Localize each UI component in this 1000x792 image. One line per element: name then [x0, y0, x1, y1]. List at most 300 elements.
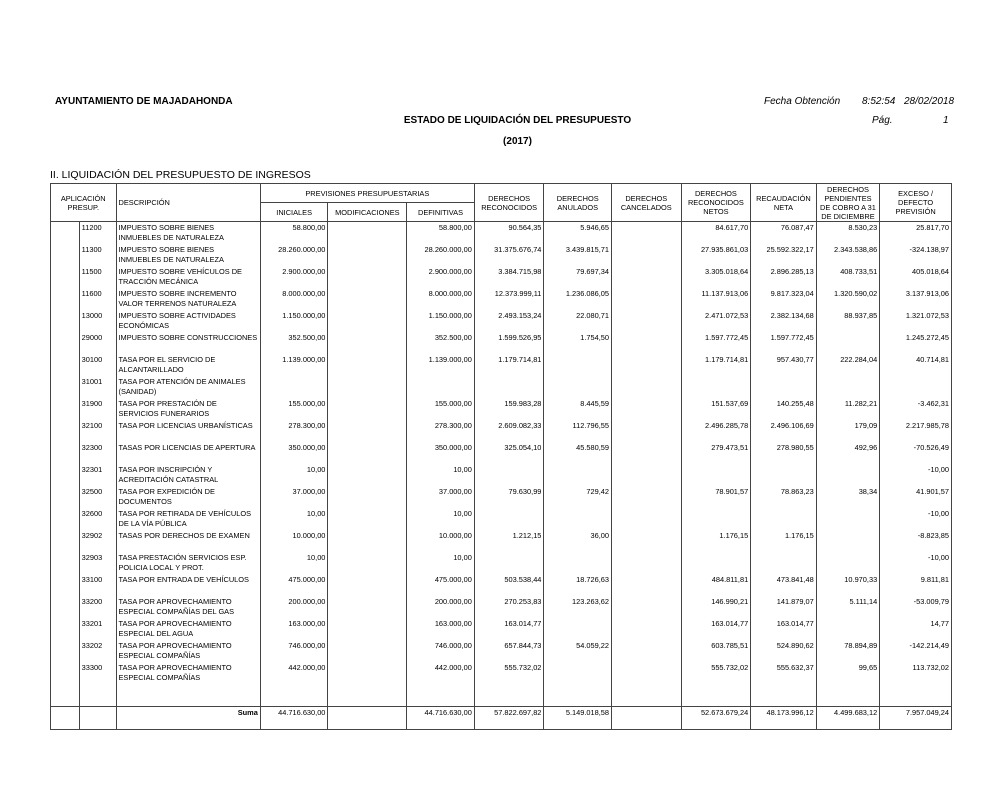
- row-blank: [51, 464, 80, 486]
- row-recaudacion: [751, 464, 817, 486]
- row-reconocidos: 1.212,15: [474, 530, 544, 552]
- row-cancelados: [611, 530, 681, 552]
- row-recaudacion: 140.255,48: [751, 398, 817, 420]
- header-recaudacion: RECAUDACIÓN NETA: [751, 184, 817, 222]
- row-code: 29000: [79, 332, 116, 354]
- spacer-row: [51, 684, 952, 707]
- header-reconocidos: DERECHOS RECONOCIDOS: [474, 184, 544, 222]
- table-row: [51, 442, 952, 464]
- row-definitivas: 278.300,00: [407, 420, 475, 442]
- row-exceso: 405.018,64: [880, 266, 952, 288]
- row-recaudacion: 2.496.106,69: [751, 420, 817, 442]
- row-definitivas: 37.000,00: [407, 486, 475, 508]
- row-recaudacion: 473.841,48: [751, 574, 817, 596]
- row-code: 33200: [79, 596, 116, 618]
- row-anulados: [544, 354, 612, 376]
- row-cancelados: [611, 486, 681, 508]
- row-blank: [51, 640, 80, 662]
- total-cell-empty: [79, 707, 116, 730]
- row-cancelados: [611, 288, 681, 310]
- table-row: [51, 222, 952, 245]
- row-cancelados: [611, 464, 681, 486]
- row-anulados: 1.236.086,05: [544, 288, 612, 310]
- row-cancelados: [611, 376, 681, 398]
- row-reconocidos: 657.844,73: [474, 640, 544, 662]
- report-time: 8:52:54: [862, 96, 896, 107]
- row-cancelados: [611, 398, 681, 420]
- row-cancelados: [611, 662, 681, 684]
- row-modificaciones: [328, 618, 407, 640]
- row-exceso: -142.214,49: [880, 640, 952, 662]
- row-netos: 1.176,15: [681, 530, 751, 552]
- row-code: 11600: [79, 288, 116, 310]
- row-netos: 555.732,02: [681, 662, 751, 684]
- row-iniciales: 278.300,00: [260, 420, 328, 442]
- report-title: ESTADO DE LIQUIDACIÓN DEL PRESUPUESTO: [403, 115, 632, 126]
- row-netos: [681, 464, 751, 486]
- row-recaudacion: 141.879,07: [751, 596, 817, 618]
- row-pendientes: 1.320.590,02: [816, 288, 879, 310]
- row-netos: 1.597.772,45: [681, 332, 751, 354]
- row-description: TASA POR APROVECHAMIENTO ESPECIAL DEL AGUA: [116, 618, 260, 640]
- row-code: 32903: [79, 552, 116, 574]
- header-netos: DERECHOS RECONOCIDOS NETOS: [681, 184, 751, 222]
- row-blank: [51, 354, 80, 376]
- row-description: TASA POR EL SERVICIO DE ALCANTARILLADO: [116, 354, 260, 376]
- header-definitivas: DEFINITIVAS: [407, 203, 475, 222]
- total-anulados: 5.149.018,58: [544, 707, 612, 730]
- budget-table: [50, 183, 952, 730]
- page-number: 1: [943, 115, 949, 126]
- row-blank: [51, 552, 80, 574]
- row-description: TASA POR ATENCIÓN DE ANIMALES (SANIDAD): [116, 376, 260, 398]
- row-code: 32301: [79, 464, 116, 486]
- row-definitivas: 475.000,00: [407, 574, 475, 596]
- row-anulados: 5.946,65: [544, 222, 612, 245]
- table-row: [51, 288, 952, 310]
- row-anulados: 36,00: [544, 530, 612, 552]
- row-cancelados: [611, 574, 681, 596]
- row-netos: 163.014,77: [681, 618, 751, 640]
- table-row: [51, 574, 952, 596]
- row-code: 33202: [79, 640, 116, 662]
- row-iniciales: 163.000,00: [260, 618, 328, 640]
- row-anulados: 45.580,59: [544, 442, 612, 464]
- row-description: TASA POR APROVECHAMIENTO ESPECIAL COMPAÑÍAS: [116, 662, 260, 684]
- row-anulados: 123.263,62: [544, 596, 612, 618]
- row-definitivas: 10,00: [407, 552, 475, 574]
- row-blank: [51, 244, 80, 266]
- table-row: [51, 398, 952, 420]
- row-pendientes: [816, 332, 879, 354]
- row-exceso: -53.009,79: [880, 596, 952, 618]
- row-iniciales: 1.139.000,00: [260, 354, 328, 376]
- row-description: IMPUESTO SOBRE ACTIVIDADES ECONÓMICAS: [116, 310, 260, 332]
- row-recaudacion: 2.896.285,13: [751, 266, 817, 288]
- row-exceso: -8.823,85: [880, 530, 952, 552]
- row-netos: 146.990,21: [681, 596, 751, 618]
- row-pendientes: 38,34: [816, 486, 879, 508]
- row-definitivas: 350.000,00: [407, 442, 475, 464]
- row-definitivas: 10.000,00: [407, 530, 475, 552]
- row-reconocidos: 159.983,28: [474, 398, 544, 420]
- row-iniciales: 10,00: [260, 552, 328, 574]
- row-cancelados: [611, 354, 681, 376]
- header-aplicacion: APLICACIÓN PRESUP.: [51, 184, 117, 222]
- row-reconocidos: 555.732,02: [474, 662, 544, 684]
- row-cancelados: [611, 442, 681, 464]
- row-blank: [51, 310, 80, 332]
- row-modificaciones: [328, 640, 407, 662]
- row-code: 33201: [79, 618, 116, 640]
- row-netos: 3.305.018,64: [681, 266, 751, 288]
- row-description: TASAS POR DERECHOS DE EXAMEN: [116, 530, 260, 552]
- row-netos: 27.935.861,03: [681, 244, 751, 266]
- row-netos: 84.617,70: [681, 222, 751, 245]
- total-label: Suma: [116, 707, 260, 730]
- row-reconocidos: 79.630,99: [474, 486, 544, 508]
- row-modificaciones: [328, 398, 407, 420]
- row-description: TASA POR PRESTACIÓN DE SERVICIOS FUNERARIOS: [116, 398, 260, 420]
- row-recaudacion: 2.382.134,68: [751, 310, 817, 332]
- row-modificaciones: [328, 266, 407, 288]
- row-code: 31900: [79, 398, 116, 420]
- row-recaudacion: 25.592.322,17: [751, 244, 817, 266]
- row-pendientes: 8.530,23: [816, 222, 879, 245]
- row-pendientes: [816, 552, 879, 574]
- row-cancelados: [611, 596, 681, 618]
- row-iniciales: 2.900.000,00: [260, 266, 328, 288]
- table-row: [51, 310, 952, 332]
- row-netos: 603.785,51: [681, 640, 751, 662]
- organization-name: AYUNTAMIENTO DE MAJADAHONDA: [55, 96, 233, 107]
- row-pendientes: 99,65: [816, 662, 879, 684]
- table-row: [51, 244, 952, 266]
- row-blank: [51, 442, 80, 464]
- row-recaudacion: [751, 376, 817, 398]
- row-modificaciones: [328, 222, 407, 245]
- row-pendientes: [816, 508, 879, 530]
- row-definitivas: 163.000,00: [407, 618, 475, 640]
- row-code: 31001: [79, 376, 116, 398]
- row-description: IMPUESTO SOBRE BIENES INMUEBLES DE NATURALEZA: [116, 244, 260, 266]
- total-cancelados: [611, 707, 681, 730]
- header-pendientes: DERECHOS PENDIENTES DE COBRO A 31 DE DICIEMBRE: [816, 184, 879, 222]
- row-cancelados: [611, 222, 681, 245]
- header-iniciales: INICIALES: [260, 203, 328, 222]
- header-descripcion: DESCRIPCIÓN: [116, 184, 260, 222]
- row-pendientes: [816, 618, 879, 640]
- row-iniciales: [260, 376, 328, 398]
- total-row: [51, 707, 952, 730]
- row-iniciales: 746.000,00: [260, 640, 328, 662]
- row-anulados: 729,42: [544, 486, 612, 508]
- row-recaudacion: 78.863,23: [751, 486, 817, 508]
- row-modificaciones: [328, 332, 407, 354]
- row-reconocidos: [474, 464, 544, 486]
- table-row: [51, 266, 952, 288]
- row-description: TASAS POR LICENCIAS DE APERTURA: [116, 442, 260, 464]
- row-code: 11300: [79, 244, 116, 266]
- row-exceso: -10,00: [880, 464, 952, 486]
- table-row: [51, 376, 952, 398]
- row-reconocidos: 90.564,35: [474, 222, 544, 245]
- row-blank: [51, 420, 80, 442]
- row-exceso: [880, 376, 952, 398]
- total-cell-empty: [51, 707, 80, 730]
- table-body: [51, 222, 952, 685]
- row-definitivas: 2.900.000,00: [407, 266, 475, 288]
- row-blank: [51, 486, 80, 508]
- row-reconocidos: [474, 508, 544, 530]
- row-definitivas: 1.150.000,00: [407, 310, 475, 332]
- page-label: Pág.: [872, 115, 893, 126]
- row-recaudacion: 278.980,55: [751, 442, 817, 464]
- row-modificaciones: [328, 376, 407, 398]
- row-blank: [51, 376, 80, 398]
- row-definitivas: 10,00: [407, 464, 475, 486]
- row-exceso: 1.321.072,53: [880, 310, 952, 332]
- table-row: [51, 464, 952, 486]
- row-definitivas: 155.000,00: [407, 398, 475, 420]
- row-anulados: [544, 662, 612, 684]
- row-code: 32300: [79, 442, 116, 464]
- row-netos: 2.471.072,53: [681, 310, 751, 332]
- row-cancelados: [611, 244, 681, 266]
- row-blank: [51, 574, 80, 596]
- table-row: [51, 640, 952, 662]
- table-row: [51, 662, 952, 684]
- row-exceso: 40.714,81: [880, 354, 952, 376]
- row-pendientes: 408.733,51: [816, 266, 879, 288]
- row-definitivas: 746.000,00: [407, 640, 475, 662]
- row-reconocidos: 12.373.999,11: [474, 288, 544, 310]
- total-recaudacion: 48.173.996,12: [751, 707, 817, 730]
- total-iniciales: 44.716.630,00: [260, 707, 328, 730]
- row-cancelados: [611, 266, 681, 288]
- row-exceso: 9.811,81: [880, 574, 952, 596]
- row-blank: [51, 530, 80, 552]
- row-code: 32500: [79, 486, 116, 508]
- row-recaudacion: 957.430,77: [751, 354, 817, 376]
- row-pendientes: 11.282,21: [816, 398, 879, 420]
- row-modificaciones: [328, 244, 407, 266]
- row-blank: [51, 618, 80, 640]
- row-blank: [51, 596, 80, 618]
- row-reconocidos: 163.014,77: [474, 618, 544, 640]
- row-definitivas: 200.000,00: [407, 596, 475, 618]
- row-reconocidos: 31.375.676,74: [474, 244, 544, 266]
- row-modificaciones: [328, 310, 407, 332]
- row-netos: 11.137.913,06: [681, 288, 751, 310]
- row-exceso: 1.245.272,45: [880, 332, 952, 354]
- row-code: 33100: [79, 574, 116, 596]
- table-row: [51, 618, 952, 640]
- header-cancelados: DERECHOS CANCELADOS: [611, 184, 681, 222]
- row-reconocidos: 1.599.526,95: [474, 332, 544, 354]
- row-anulados: [544, 552, 612, 574]
- row-pendientes: [816, 464, 879, 486]
- row-modificaciones: [328, 574, 407, 596]
- row-code: 33300: [79, 662, 116, 684]
- table-row: [51, 486, 952, 508]
- row-exceso: -10,00: [880, 508, 952, 530]
- row-exceso: -70.526,49: [880, 442, 952, 464]
- row-iniciales: 58.800,00: [260, 222, 328, 245]
- row-anulados: 79.697,34: [544, 266, 612, 288]
- row-anulados: 1.754,50: [544, 332, 612, 354]
- row-reconocidos: 2.493.153,24: [474, 310, 544, 332]
- row-description: TASA POR RETIRADA DE VEHÍCULOS DE LA VÍA PÚBLICA: [116, 508, 260, 530]
- row-reconocidos: 325.054,10: [474, 442, 544, 464]
- total-netos: 52.673.679,24: [681, 707, 751, 730]
- row-pendientes: 78.894,89: [816, 640, 879, 662]
- row-iniciales: 475.000,00: [260, 574, 328, 596]
- row-netos: 78.901,57: [681, 486, 751, 508]
- row-modificaciones: [328, 508, 407, 530]
- row-recaudacion: 9.817.323,04: [751, 288, 817, 310]
- row-iniciales: 10.000,00: [260, 530, 328, 552]
- row-reconocidos: 2.609.082,33: [474, 420, 544, 442]
- row-netos: [681, 508, 751, 530]
- report-year: (2017): [503, 136, 532, 147]
- row-recaudacion: 1.176,15: [751, 530, 817, 552]
- row-netos: 484.811,81: [681, 574, 751, 596]
- row-modificaciones: [328, 442, 407, 464]
- header-exceso: EXCESO / DEFECTO PREVISIÓN: [880, 184, 952, 222]
- section-title: II. LIQUIDACIÓN DEL PRESUPUESTO DE INGRESOS: [50, 169, 311, 181]
- row-recaudacion: [751, 552, 817, 574]
- row-description: TASA POR EXPEDICIÓN DE DOCUMENTOS: [116, 486, 260, 508]
- total-exceso: 7.957.049,24: [880, 707, 952, 730]
- row-anulados: [544, 376, 612, 398]
- row-iniciales: 37.000,00: [260, 486, 328, 508]
- row-netos: 279.473,51: [681, 442, 751, 464]
- row-cancelados: [611, 640, 681, 662]
- row-pendientes: [816, 376, 879, 398]
- row-modificaciones: [328, 552, 407, 574]
- row-blank: [51, 266, 80, 288]
- row-exceso: 3.137.913,06: [880, 288, 952, 310]
- row-exceso: 41.901,57: [880, 486, 952, 508]
- row-blank: [51, 222, 80, 245]
- table-row: [51, 552, 952, 574]
- row-modificaciones: [328, 486, 407, 508]
- row-pendientes: 492,96: [816, 442, 879, 464]
- total-modificaciones: [328, 707, 407, 730]
- row-code: 13000: [79, 310, 116, 332]
- row-pendientes: 5.111,14: [816, 596, 879, 618]
- row-iniciales: 352.500,00: [260, 332, 328, 354]
- table-footer: [51, 684, 952, 730]
- total-pendientes: 4.499.683,12: [816, 707, 879, 730]
- row-recaudacion: 76.087,47: [751, 222, 817, 245]
- row-pendientes: 2.343.538,86: [816, 244, 879, 266]
- row-blank: [51, 508, 80, 530]
- row-pendientes: 88.937,85: [816, 310, 879, 332]
- row-cancelados: [611, 332, 681, 354]
- row-definitivas: 8.000.000,00: [407, 288, 475, 310]
- row-anulados: [544, 508, 612, 530]
- row-code: 30100: [79, 354, 116, 376]
- row-blank: [51, 288, 80, 310]
- row-netos: [681, 552, 751, 574]
- row-exceso: -324.138,97: [880, 244, 952, 266]
- header-modificaciones: MODIFICACIONES: [328, 203, 407, 222]
- row-modificaciones: [328, 354, 407, 376]
- table-row: [51, 508, 952, 530]
- row-netos: [681, 376, 751, 398]
- row-anulados: 112.796,55: [544, 420, 612, 442]
- table-row: [51, 332, 952, 354]
- row-description: IMPUESTO SOBRE BIENES INMUEBLES DE NATURALEZA: [116, 222, 260, 245]
- table-row: [51, 530, 952, 552]
- row-exceso: -10,00: [880, 552, 952, 574]
- row-recaudacion: [751, 508, 817, 530]
- row-exceso: -3.462,31: [880, 398, 952, 420]
- row-description: TASA POR ENTRADA DE VEHÍCULOS: [116, 574, 260, 596]
- row-cancelados: [611, 420, 681, 442]
- row-description: TASA POR INSCRIPCIÓN Y ACREDITACIÓN CATASTRAL: [116, 464, 260, 486]
- row-exceso: 25.817,70: [880, 222, 952, 245]
- row-netos: 1.179.714,81: [681, 354, 751, 376]
- row-anulados: 18.726,63: [544, 574, 612, 596]
- row-cancelados: [611, 310, 681, 332]
- row-iniciales: 10,00: [260, 464, 328, 486]
- row-code: 11200: [79, 222, 116, 245]
- row-cancelados: [611, 552, 681, 574]
- row-definitivas: 352.500,00: [407, 332, 475, 354]
- row-definitivas: 1.139.000,00: [407, 354, 475, 376]
- row-modificaciones: [328, 530, 407, 552]
- row-recaudacion: 524.890,62: [751, 640, 817, 662]
- row-anulados: [544, 618, 612, 640]
- row-exceso: 113.732,02: [880, 662, 952, 684]
- row-reconocidos: [474, 552, 544, 574]
- row-code: 32600: [79, 508, 116, 530]
- table-row: [51, 596, 952, 618]
- row-description: TASA POR APROVECHAMIENTO ESPECIAL COMPAÑÍAS DEL GAS: [116, 596, 260, 618]
- row-pendientes: 179,09: [816, 420, 879, 442]
- row-iniciales: 155.000,00: [260, 398, 328, 420]
- row-netos: 151.537,69: [681, 398, 751, 420]
- row-iniciales: 28.260.000,00: [260, 244, 328, 266]
- row-anulados: [544, 464, 612, 486]
- row-description: IMPUESTO SOBRE INCREMENTO VALOR TERRENOS NATURALEZA: [116, 288, 260, 310]
- row-iniciales: 442.000,00: [260, 662, 328, 684]
- table-row: [51, 354, 952, 376]
- row-iniciales: 350.000,00: [260, 442, 328, 464]
- row-iniciales: 1.150.000,00: [260, 310, 328, 332]
- row-blank: [51, 398, 80, 420]
- fecha-label: Fecha Obtención: [764, 96, 841, 107]
- row-iniciales: 200.000,00: [260, 596, 328, 618]
- row-reconocidos: 1.179.714,81: [474, 354, 544, 376]
- row-anulados: 54.059,22: [544, 640, 612, 662]
- row-reconocidos: 3.384.715,98: [474, 266, 544, 288]
- row-description: TASA POR APROVECHAMIENTO ESPECIAL COMPAÑÍAS: [116, 640, 260, 662]
- row-pendientes: 10.970,33: [816, 574, 879, 596]
- row-pendientes: [816, 530, 879, 552]
- row-definitivas: 28.260.000,00: [407, 244, 475, 266]
- table-row: [51, 420, 952, 442]
- row-definitivas: [407, 376, 475, 398]
- row-iniciales: 10,00: [260, 508, 328, 530]
- row-description: TASA PRESTACIÓN SERVICIOS ESP. POLICIA LOCAL Y PROT.: [116, 552, 260, 574]
- report-date: 28/02/2018: [904, 96, 955, 107]
- row-reconocidos: 270.253,83: [474, 596, 544, 618]
- row-definitivas: 58.800,00: [407, 222, 475, 245]
